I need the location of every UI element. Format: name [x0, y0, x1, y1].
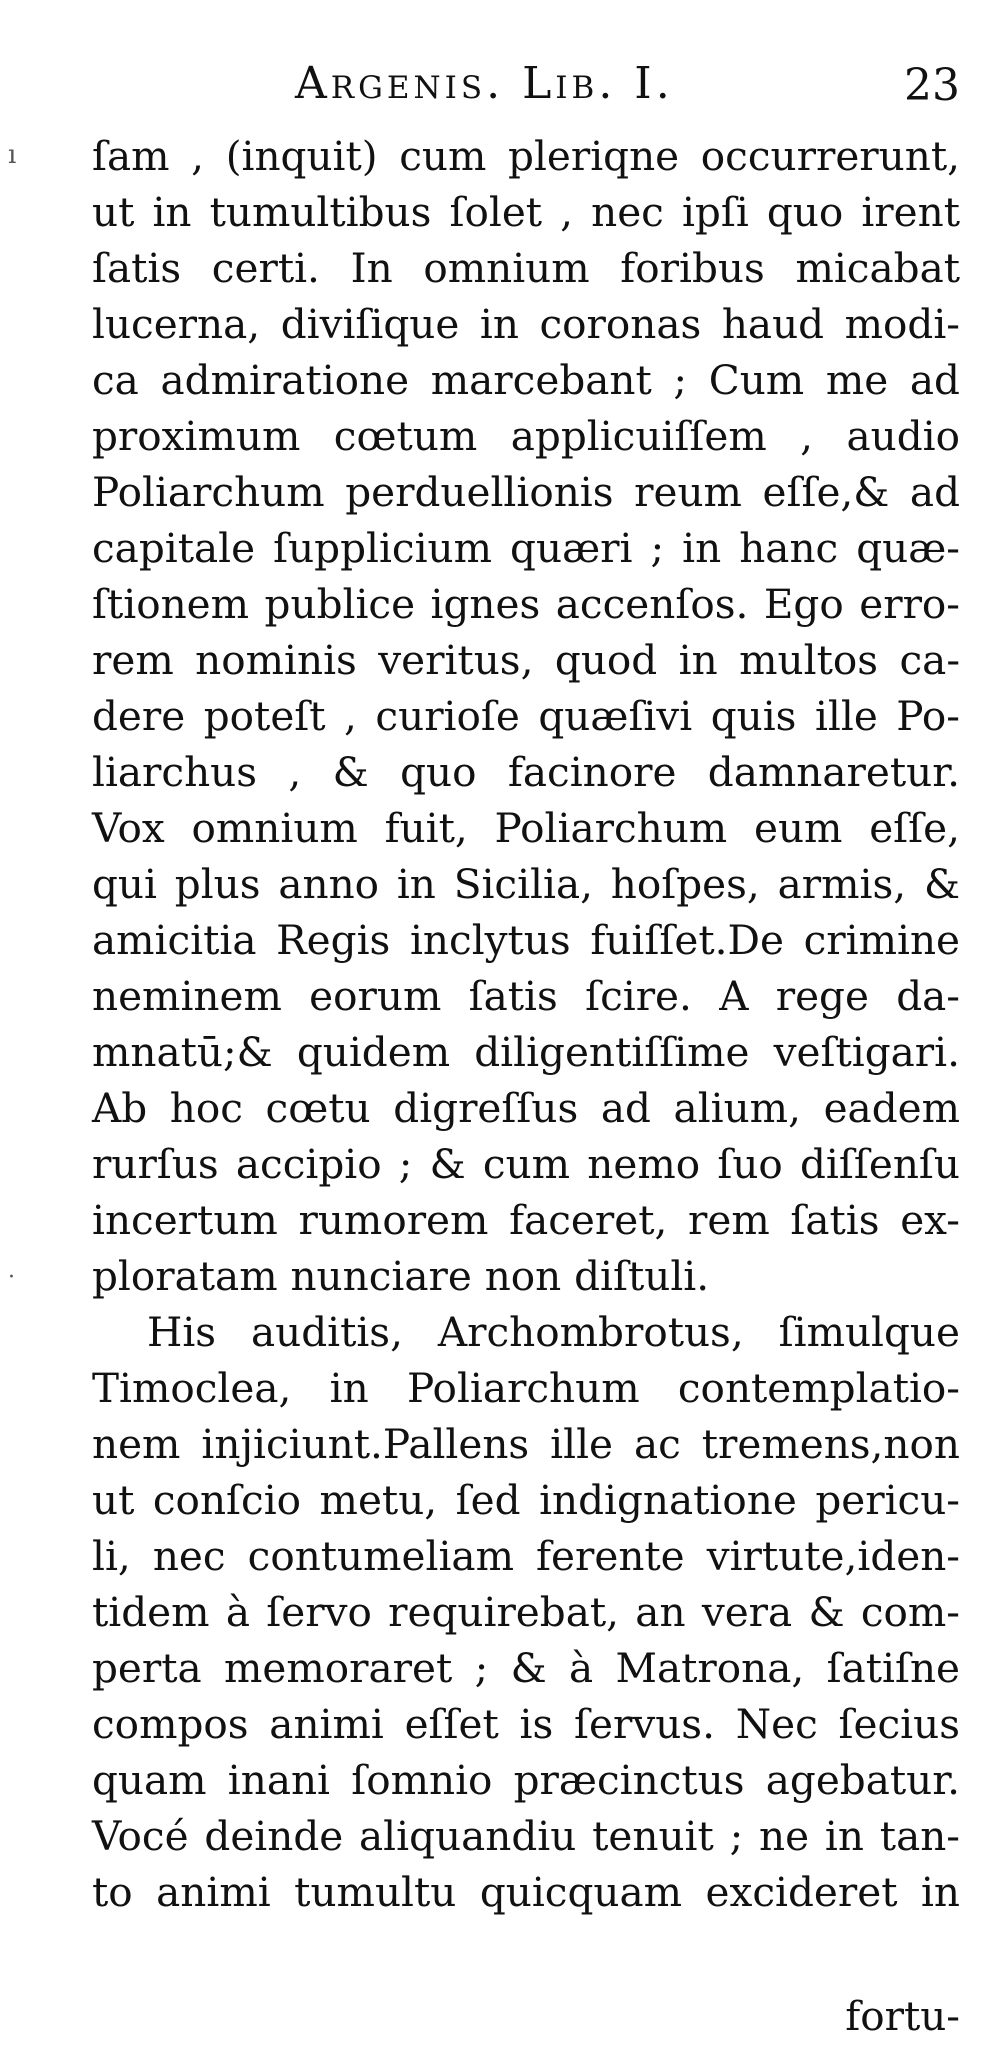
text-line: ſam , (inquit) cum pleriqne occurrerunt, — [92, 132, 960, 180]
running-title: Argenis. Lib. I. — [295, 58, 674, 109]
text-line: Ab hoc cœtu digreſſus ad alium, eadem — [92, 1084, 960, 1132]
text-line: mnatū;& quidem diligentiſſime veſtigari. — [92, 1028, 960, 1076]
text-line: dere poteſt , curioſe quæſivi quis ille Po- — [92, 692, 960, 740]
text-line: lucerna, diviſique in coronas haud modi- — [92, 300, 960, 348]
text-line: Timoclea, in Poliarchum contemplatio- — [92, 1364, 960, 1412]
text-line: to animi tumultu quicquam excideret in — [92, 1868, 960, 1916]
text-line: rem nominis veritus, quod in multos ca- — [92, 636, 960, 684]
text-line: quam inani ſomnio præcinctus agebatur. — [92, 1756, 960, 1804]
text-line: Poliarchum perduellionis reum eſſe,& ad — [92, 468, 960, 516]
text-line: tidem à ſervo requirebat, an vera & com- — [92, 1588, 960, 1636]
text-line: nem injiciunt.Pallens ille ac tremens,non — [92, 1420, 960, 1468]
page-number: 23 — [904, 60, 960, 111]
text-line: rurſus accipio ; & cum nemo ſuo diſſenſu — [92, 1140, 960, 1188]
margin-dot: · — [8, 1265, 15, 1290]
text-line: ploratam nunciare non diſtuli. — [92, 1252, 710, 1300]
text-line: qui plus anno in Sicilia, hoſpes, armis, & — [92, 860, 960, 908]
text-line: Vocé deinde aliquandiu tenuit ; ne in tan- — [92, 1812, 960, 1860]
text-line: neminem eorum ſatis ſcire. A rege da- — [92, 972, 960, 1020]
margin-mark: ı — [8, 140, 17, 170]
text-line: ut conſcio metu, ſed indignatione pericu- — [92, 1476, 960, 1524]
text-line: proximum cœtum applicuiſſem , audio — [92, 412, 960, 460]
text-line: li, nec contumeliam ferente virtute,iden- — [92, 1532, 960, 1580]
text-line: incertum rumorem faceret, rem ſatis ex- — [92, 1196, 960, 1244]
text-line: ſatis certi. In omnium foribus micabat — [92, 244, 960, 292]
text-line: amicitia Regis inclytus fuiſſet.De crimine — [92, 916, 960, 964]
text-line: capitale ſupplicium quæri ; in hanc quæ- — [92, 524, 960, 572]
text-line: ſtionem publice ignes accenſos. Ego erro- — [92, 580, 960, 628]
text-line-paragraph-start: His auditis, Archombrotus, ſimulque — [147, 1308, 960, 1356]
catchword: fortu- — [845, 1992, 960, 2040]
text-line: ca admiratione marcebant ; Cum me ad — [92, 356, 960, 404]
text-line: liarchus , & quo facinore damnaretur. — [92, 748, 960, 796]
text-line: ut in tumultibus ſolet , nec ipſi quo irent — [92, 188, 960, 236]
text-line: Vox omnium fuit, Poliarchum eum eſſe, — [92, 804, 960, 852]
page-header — [90, 58, 960, 128]
text-line: perta memoraret ; & à Matrona, ſatiſne — [92, 1644, 960, 1692]
body-text — [92, 128, 960, 1920]
text-line: compos animi eſſet is ſervus. Nec ſecius — [92, 1700, 960, 1748]
